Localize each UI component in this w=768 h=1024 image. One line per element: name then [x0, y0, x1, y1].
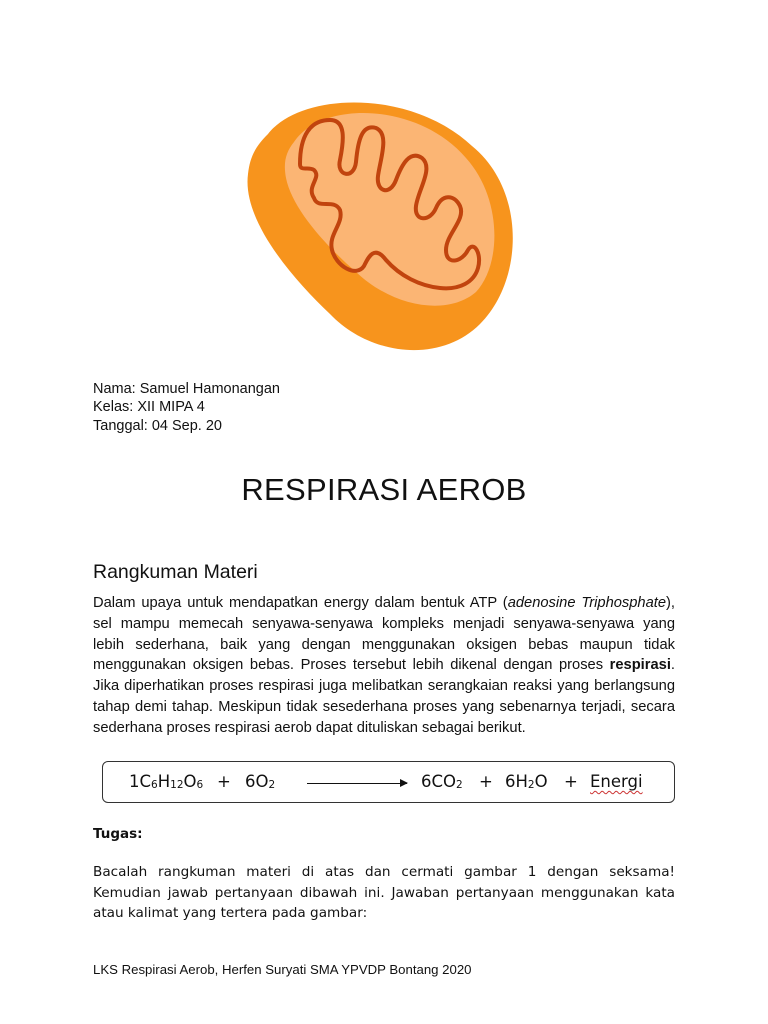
plus-sign: +: [564, 772, 578, 791]
summary-bold-term: respirasi: [609, 657, 671, 674]
student-name: Nama: Samuel Hamonangan: [93, 381, 280, 397]
summary-text-1: Dalam upaya untuk mendapatkan energy dalam bentuk ATP (: [93, 595, 508, 611]
reaction-arrow-icon: [307, 783, 407, 784]
carbon-dioxide-formula: $6CO_2$: [421, 772, 463, 791]
summary-paragraph: [93, 593, 675, 739]
plus-sign: +: [479, 772, 493, 791]
task-text: Bacalah rangkuman materi di atas dan cermati gambar 1 dengan seksama! Kemudian jawab pertanyaan dibawah ini. Jawaban pertanyaan menggunakan kata atau kalimat yang tertera pada gambar:: [93, 864, 675, 921]
summary-text-3: . Jika diperhatikan proses respirasi juga melibatkan serangkaian reaksi yang berlangsung tahap demi tahap. Meskipun tidak sesederhana proses yang sebenarnya terjadi, secara sederhana proses respirasi aerob dapat dituliskan sebagai berikut.: [93, 657, 675, 736]
glucose-formula: $1C_6H_{12}O_6$: [129, 772, 204, 791]
student-date: Tanggal: 04 Sep. 20: [93, 417, 222, 434]
oxygen-formula: $6O_2$: [245, 772, 276, 791]
summary-heading: Rangkuman Materi: [93, 561, 258, 583]
summary-text-2: ), sel mampu memecah senyawa-senyawa kompleks menjadi senyawa-senyawa yang lebih sederhana, baik yang dengan menggunakan oksigen bebas maupun tidak menggunakan oksigen bebas. Proses tersebut lebih dikenal dengan proses: [93, 595, 675, 674]
student-info: [93, 380, 280, 435]
student-class: Kelas: XII MIPA 4: [93, 399, 205, 416]
summary-italic-term: adenosine Triphosphate: [507, 595, 667, 611]
water-formula: $6H_2O$: [505, 772, 548, 791]
equation-box: [102, 761, 675, 803]
task-heading: Tugas:: [93, 826, 143, 842]
plus-sign: +: [217, 772, 231, 791]
page-title: RESPIRASI AEROB: [241, 472, 527, 507]
page-footer: LKS Respirasi Aerob, Herfen Suryati SMA YPVDP Bontang 2020: [93, 962, 472, 977]
energy-label: Energi: [590, 772, 643, 791]
mitochondrion-icon: [240, 94, 520, 356]
